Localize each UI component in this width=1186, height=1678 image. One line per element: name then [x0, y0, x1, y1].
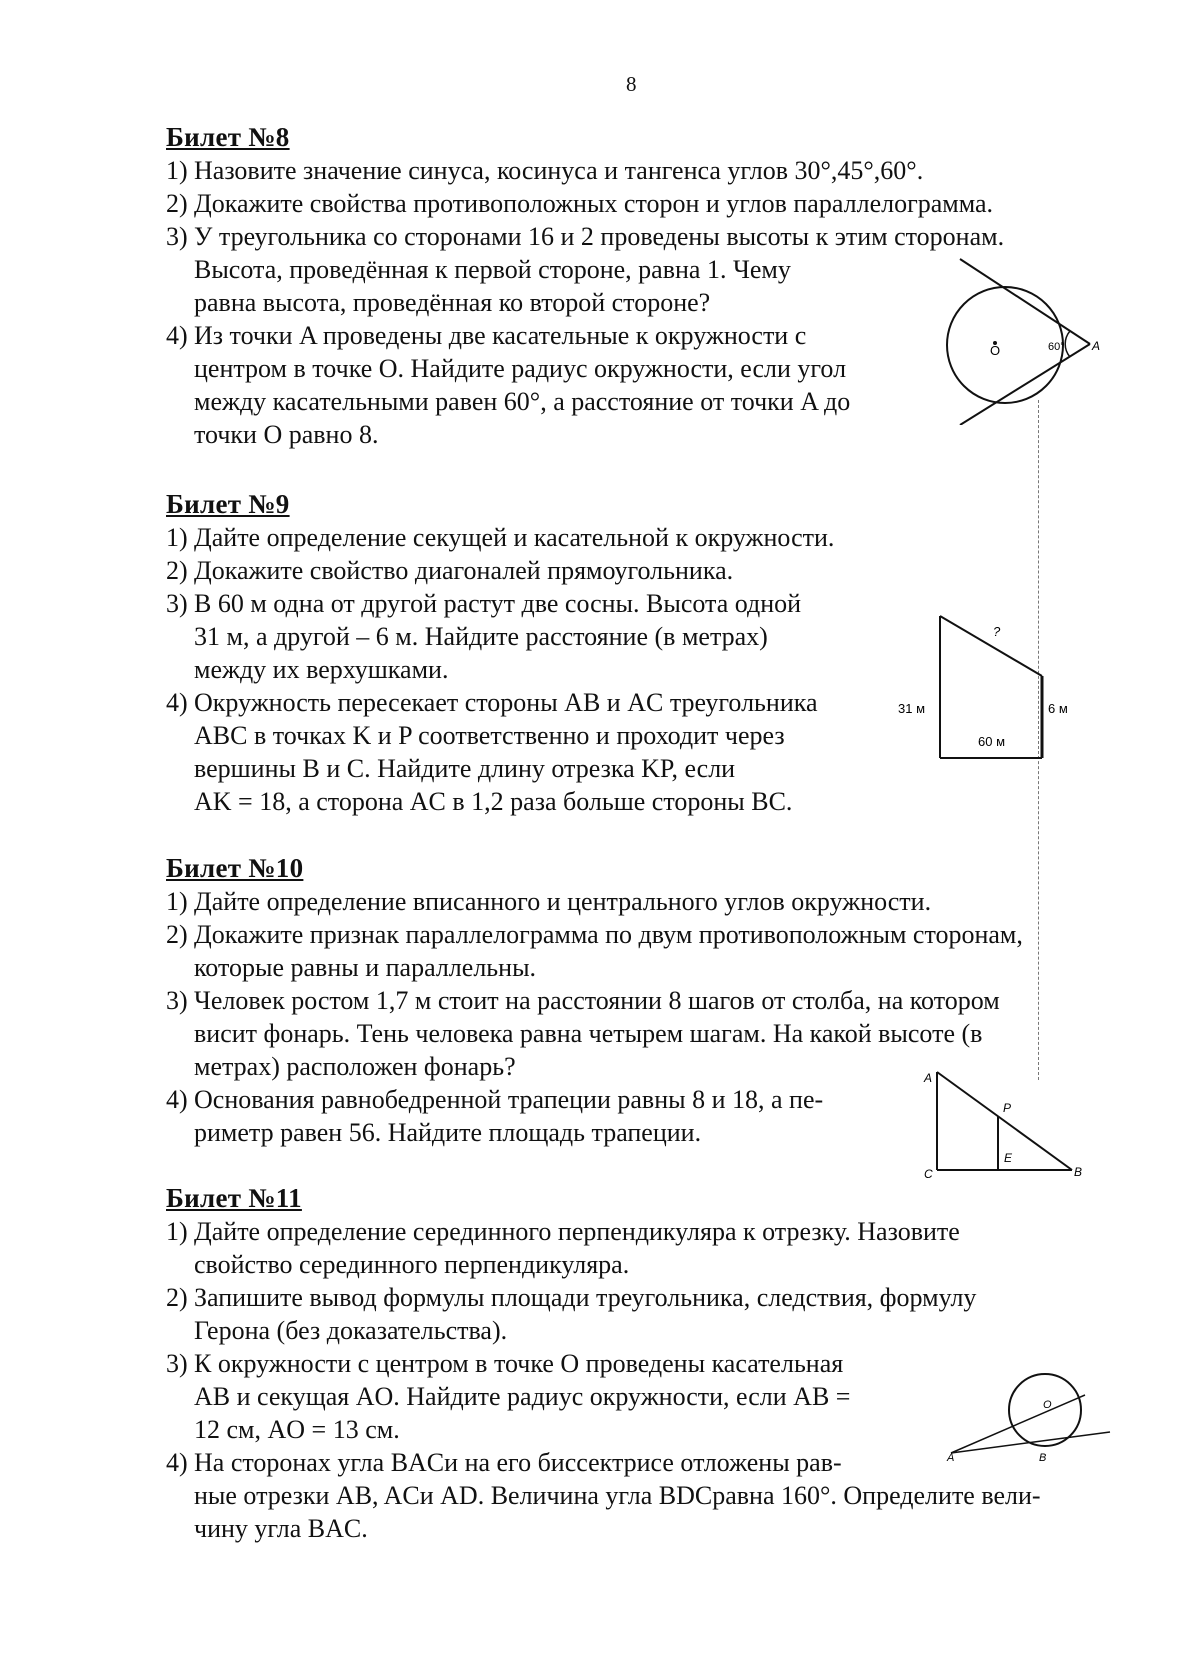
question-1: 1) Дайте определение вписанного и центрального углов окружности. — [166, 887, 932, 916]
circle — [947, 287, 1063, 403]
ticket-title: Билет №10 — [166, 853, 304, 883]
figure-lamp-post — [912, 1062, 1102, 1182]
center-label: O — [990, 343, 1001, 358]
label-c: C — [924, 1167, 933, 1181]
question-3: 3) Человек ростом 1,7 м стоит на расстоянии 8 шагов от столба, на котором висит фонарь. Тень человека равна четырем шагам. На какой высоте (в метрах) расположен фонарь? — [166, 986, 1000, 1081]
label-a: A — [947, 1452, 955, 1464]
figure-tangents-circle — [940, 255, 1110, 425]
question-1: 1) Дайте определение секущей и касательной к окружности. — [166, 523, 835, 552]
point-a-label: A — [1092, 339, 1101, 353]
tangent-line-upper — [960, 259, 1090, 344]
question-label: ? — [993, 624, 1001, 639]
figure-two-pines — [880, 610, 1080, 770]
label-o: O — [1043, 1399, 1052, 1411]
label-b: B — [1074, 1165, 1083, 1179]
question-2: 2) Докажите свойство диагоналей прямоугольника. — [166, 556, 734, 585]
ticket-9 — [166, 488, 834, 818]
ticket-title: Билет №11 — [166, 1183, 302, 1213]
label-a: A — [924, 1071, 933, 1085]
ticket-10 — [166, 852, 1023, 1149]
question-3: 3) У треугольника со сторонами 16 и 2 проведены высоты к этим сторонам. Высота, проведённая к первой стороне, равна 1. Чему равна высота, проведённая ко второй стороне? — [166, 222, 1005, 317]
base-label: 60 м — [978, 734, 1006, 749]
ticket-title: Билет №8 — [166, 122, 290, 152]
question-2: 2) Запишите вывод формулы площади треугольника, следствия, формулу Герона (без доказательства). — [166, 1283, 977, 1345]
ticket-8 — [166, 121, 1004, 451]
right-height-label: 6 м — [1048, 701, 1068, 716]
label-b: B — [1039, 1452, 1047, 1464]
question-4: 4) На сторонах угла BACи на его биссектрисе отложены рав- ные отрезки AB, ACи AD. Величина угла BDCравна 160°. Определите вели- чину угла BAC. — [166, 1448, 1041, 1543]
question-4: 4) Окружность пересекает стороны AB и AC треугольника ABC в точках K и P соответственно и проходит через вершины B и C. Найдите длину отрезка KP, если AK = 18, а сторона AC в 1,2 раза больше стороны BC. — [166, 688, 818, 816]
left-height-label: 31 м — [898, 701, 926, 716]
tangent-line-lower — [960, 344, 1090, 425]
angle-label: 60° — [1048, 341, 1065, 353]
question-2: 2) Докажите признак параллелограмма по двум противоположным сторонам, которые равны и параллельны. — [166, 920, 1023, 982]
label-e: E — [1004, 1151, 1013, 1165]
question-3: 3) К окружности с центром в точке O проведены касательная AB и секущая AO. Найдите радиус окружности, если AB = 12 см, AO = 13 см. — [166, 1349, 851, 1444]
question-1: 1) Дайте определение серединного перпендикуляра к отрезку. Назовите свойство серединного перпендикуляра. — [166, 1217, 960, 1279]
page-number: 8 — [626, 72, 637, 96]
angle-arc — [1065, 331, 1070, 357]
label-p: P — [1003, 1101, 1012, 1115]
question-4: 4) Из точки A проведены две касательные к окружности с центром в точке O. Найдите радиус окружности, если угол между касательными равен 60°, а расстояние от точки A до точки O равно 8. — [166, 321, 851, 449]
ticket-title: Билет №9 — [166, 489, 290, 519]
top-connection — [940, 616, 1042, 676]
question-3: 3) В 60 м одна от другой растут две сосны. Высота одной 31 м, а другой – 6 м. Найдите расстояние (в метрах) между их верхушками. — [166, 589, 802, 684]
figure-tangent-secant — [945, 1365, 1120, 1465]
question-2: 2) Докажите свойства противоположных сторон и углов параллелограмма. — [166, 189, 994, 218]
ticket-11 — [166, 1182, 1041, 1545]
question-4: 4) Основания равнобедренной трапеции равны 8 и 18, а пе- риметр равен 56. Найдите площадь трапеции. — [166, 1085, 824, 1147]
question-1: 1) Назовите значение синуса, косинуса и тангенса углов 30°,45°,60°. — [166, 156, 924, 185]
